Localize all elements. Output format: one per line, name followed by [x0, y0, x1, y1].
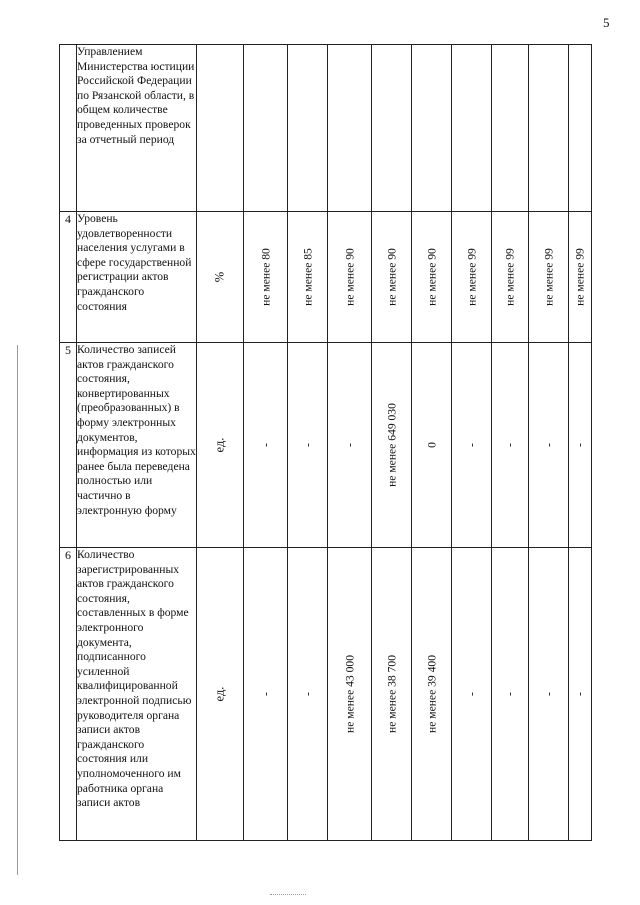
value-cell — [569, 343, 592, 548]
value-cell — [492, 45, 529, 212]
value-text: не менее 99 — [573, 248, 587, 306]
value-text: - — [465, 692, 478, 696]
value-cell — [529, 45, 569, 212]
value-text: не менее 99 — [503, 248, 517, 306]
table-row — [60, 45, 592, 212]
value-text: - — [503, 443, 517, 447]
value-text: не менее 90 — [385, 248, 398, 306]
value-cell — [372, 212, 412, 343]
value-cell — [288, 548, 328, 841]
unit-label: ед. — [212, 686, 227, 702]
value-cell — [452, 212, 492, 343]
value-cell — [569, 212, 592, 343]
value-text: не менее 43 000 — [343, 654, 356, 734]
value-cell — [452, 343, 492, 548]
value-cell — [288, 212, 328, 343]
unit-cell — [197, 45, 244, 212]
row-number: 5 — [60, 343, 77, 548]
value-text: не менее 99 — [542, 248, 555, 306]
value-cell — [412, 45, 452, 212]
value-text: - — [573, 692, 587, 696]
indicator-description: Уровень удовлетворенности населения услугами в сфере государственной регистрации актов гражданского состояния — [77, 212, 197, 343]
value-cell — [529, 212, 569, 343]
value-cell — [372, 45, 412, 212]
value-cell — [328, 343, 372, 548]
page-number: 5 — [603, 15, 610, 30]
scan-artifact-mark — [270, 894, 306, 898]
value-cell — [492, 548, 529, 841]
value-cell — [244, 45, 288, 212]
value-text: - — [542, 443, 555, 447]
indicator-description: Количество зарегистрированных актов гражданского состояния, составленных в форме электронного документа, подписанного усиленной квалифицированной электронной подписью руководителя органа записи актов гражданского состояния или уполномоченного им работника органа записи актов — [77, 548, 197, 841]
value-cell — [529, 548, 569, 841]
value-cell — [569, 548, 592, 841]
unit-cell — [197, 212, 244, 343]
unit-cell — [197, 548, 244, 841]
value-text: - — [503, 692, 517, 696]
value-text: - — [465, 443, 478, 447]
scan-edge-line — [17, 345, 18, 875]
value-cell — [452, 548, 492, 841]
value-cell — [328, 212, 372, 343]
row-number: 4 — [60, 212, 77, 343]
value-text: 0 — [425, 442, 438, 448]
value-text: не менее 38 700 — [385, 654, 398, 734]
table-row — [60, 343, 592, 548]
value-cell — [244, 212, 288, 343]
table-row — [60, 212, 592, 343]
value-cell — [452, 45, 492, 212]
value-text: - — [573, 443, 587, 447]
value-cell — [288, 343, 328, 548]
indicator-description: Управлением Министерства юстиции Российской Федерации по Рязанской области, в общем количестве проведенных проверок за отчетный период — [77, 45, 197, 212]
unit-cell — [197, 343, 244, 548]
value-cell — [372, 343, 412, 548]
value-text: не менее 99 — [465, 248, 478, 306]
table-row — [60, 548, 592, 841]
row-number: 6 — [60, 548, 77, 841]
value-cell — [328, 45, 372, 212]
value-cell — [328, 548, 372, 841]
row-number — [60, 45, 77, 212]
indicators-table — [59, 44, 592, 841]
value-cell — [492, 212, 529, 343]
unit-label: % — [212, 271, 227, 283]
value-text: не менее 649 030 — [385, 403, 398, 487]
value-cell — [412, 343, 452, 548]
value-text: - — [301, 692, 314, 696]
value-cell — [412, 212, 452, 343]
value-text: - — [542, 692, 555, 696]
value-text: - — [343, 443, 356, 447]
value-text: не менее 85 — [301, 248, 314, 306]
value-text: не менее 80 — [259, 248, 272, 306]
value-cell — [569, 45, 592, 212]
value-cell — [492, 343, 529, 548]
value-text: - — [301, 443, 314, 447]
value-text: - — [259, 692, 272, 696]
value-cell — [529, 343, 569, 548]
value-text: не менее 90 — [343, 248, 356, 306]
value-text: - — [259, 443, 272, 447]
value-cell — [412, 548, 452, 841]
unit-label: ед. — [212, 437, 227, 453]
indicator-description: Количество записей актов гражданского состояния, конвертированных (преобразованных) в форму электронных документов, информация из которых ранее была переведена полностью или частично в электронную форму — [77, 343, 197, 548]
value-text: не менее 90 — [425, 248, 438, 306]
value-cell — [244, 343, 288, 548]
value-cell — [372, 548, 412, 841]
value-text: не менее 39 400 — [425, 654, 438, 734]
value-cell — [288, 45, 328, 212]
value-cell — [244, 548, 288, 841]
